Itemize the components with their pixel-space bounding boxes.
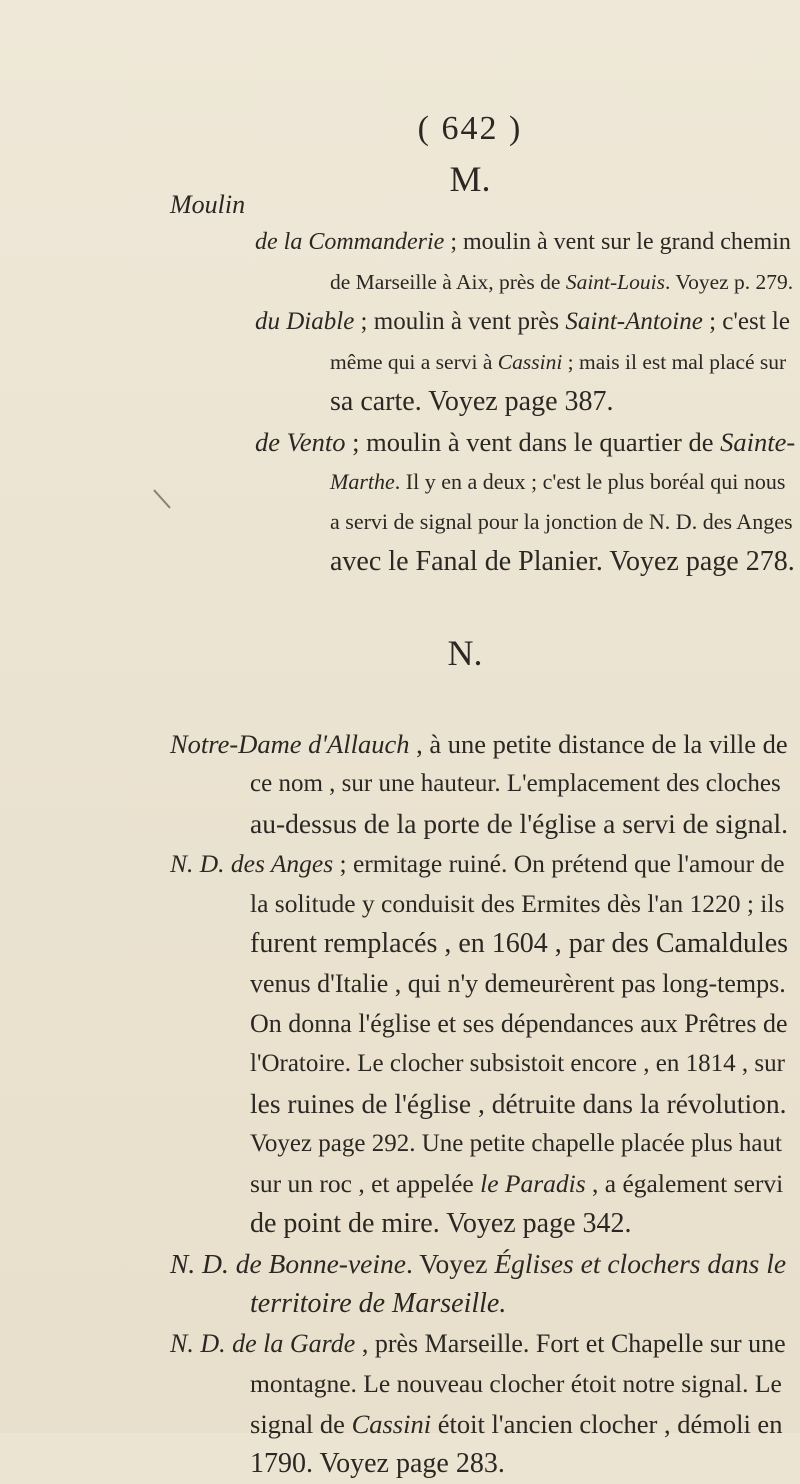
entry-line: les ruines de l'église , détruite dans la révolution. [250,1088,787,1119]
entry-line: Voyez page 292. Une petite chapelle placée plus haut [250,1130,782,1157]
entry-text: même qui a servi à [330,350,498,374]
entry-line [170,844,790,884]
entry-line [170,1404,790,1444]
entry-line [170,1164,790,1204]
page-number: ( 642 ) [417,110,523,147]
entry-diable [255,302,795,422]
entry-title: N. D. de Bonne-veine [170,1248,406,1279]
entry-line: On donna l'église et ses dépendances aux Prêtres de [250,1009,788,1038]
section-letter-m: M. [449,159,491,199]
entry-line: a servi de signal pour la jonction de N. D. des Anges [330,509,793,534]
entry-text: ; moulin à vent près [354,308,566,335]
entry-title: du Diable [255,308,355,335]
entry-line: la solitude y conduisit des Ermites dès l'an 1220 ; ils [250,889,785,918]
entry-text: ; moulin à vent dans le quartier de [345,427,721,457]
entry-line: l'Oratoire. Le clocher subsistoit encore , en 1814 , sur [250,1050,785,1077]
entry-title: de Vento [255,427,346,457]
entry-line: au-dessus de la porte de l'église a servi de signal. [250,808,788,839]
entry-line [255,422,795,462]
entry-title: N. D. de la Garde [170,1329,356,1358]
entry-text: étoit l'ancien clocher , démoli en [431,1409,783,1439]
entry-line: montagne. Le nouveau clocher étoit notre signal. Le [250,1369,782,1398]
entry-reference: Églises et clochers dans le [494,1248,787,1279]
entry-bonne-veine [170,1244,790,1324]
entry-text: ; moulin à vent sur le grand chemin [444,229,791,255]
entry-text: sur un roc , et appelée [250,1169,481,1198]
entry-line [255,302,795,342]
entry-line [255,462,795,502]
entry-title: Notre-Dame d'Allauch [170,729,410,759]
entry-text: ; c'est le [702,308,790,335]
entry-text: , près Marseille. Fort et Chapelle sur une [355,1329,786,1358]
entry-text: , à une petite distance de la ville de [409,729,788,759]
section-letter-n: N. [447,633,483,673]
entry-place: Saint-Louis [565,270,665,294]
entry-line: 1790. Voyez page 283. [250,1448,505,1479]
entry-line: ce nom , sur une hauteur. L'emplacement des cloches [250,770,781,797]
entry-text: . Voyez p. 279. [664,270,794,294]
entry-line [255,262,795,302]
entry-place: Marthe [330,469,395,494]
entry-text: ; ermitage ruiné. On prétend que l'amour de [333,849,785,878]
entry-text: . Voyez [405,1248,495,1279]
entry-place: le Paradis [480,1169,586,1198]
entry-garde [170,1324,790,1484]
entry-line: venus d'Italie , qui n'y demeurèrent pas long-temps. [250,969,786,998]
entry-text: , a également servi [585,1169,784,1198]
entry-line: sa carte. Voyez page 387. [330,386,614,417]
margin-mark [153,489,171,508]
entry-line [255,342,795,382]
entry-line: furent remplacés , en 1604 , par des Camaldules [250,928,789,959]
entry-line: avec le Fanal de Planier. Voyez page 278. [330,546,795,577]
entry-place: Saint-Antoine [565,308,703,335]
entry-line: de point de mire. Voyez page 342. [250,1208,632,1239]
entry-title: N. D. des Anges [170,849,334,878]
entry-line [170,1324,790,1364]
entry-commanderie [255,222,795,302]
heading-moulin: Moulin [170,190,246,219]
entry-line [255,222,795,262]
entry-anges [170,844,790,1244]
entry-text: signal de [250,1409,352,1439]
entry-person: Cassini [497,350,563,374]
entry-line [170,724,790,764]
entry-title: de la Commanderie [255,229,445,255]
entry-allauch [170,724,790,844]
entry-line [170,1244,790,1284]
entry-line: territoire de Marseille. [250,1288,507,1319]
entry-vento [255,422,795,582]
entry-text: de Marseille à Aix, près de [330,270,566,294]
entry-text: . Il y en a deux ; c'est le plus boréal qui nous [394,469,786,494]
entry-text: ; mais il est mal placé sur [562,350,787,374]
entry-person: Cassini [351,1409,432,1439]
entry-place: Sainte- [720,427,796,457]
